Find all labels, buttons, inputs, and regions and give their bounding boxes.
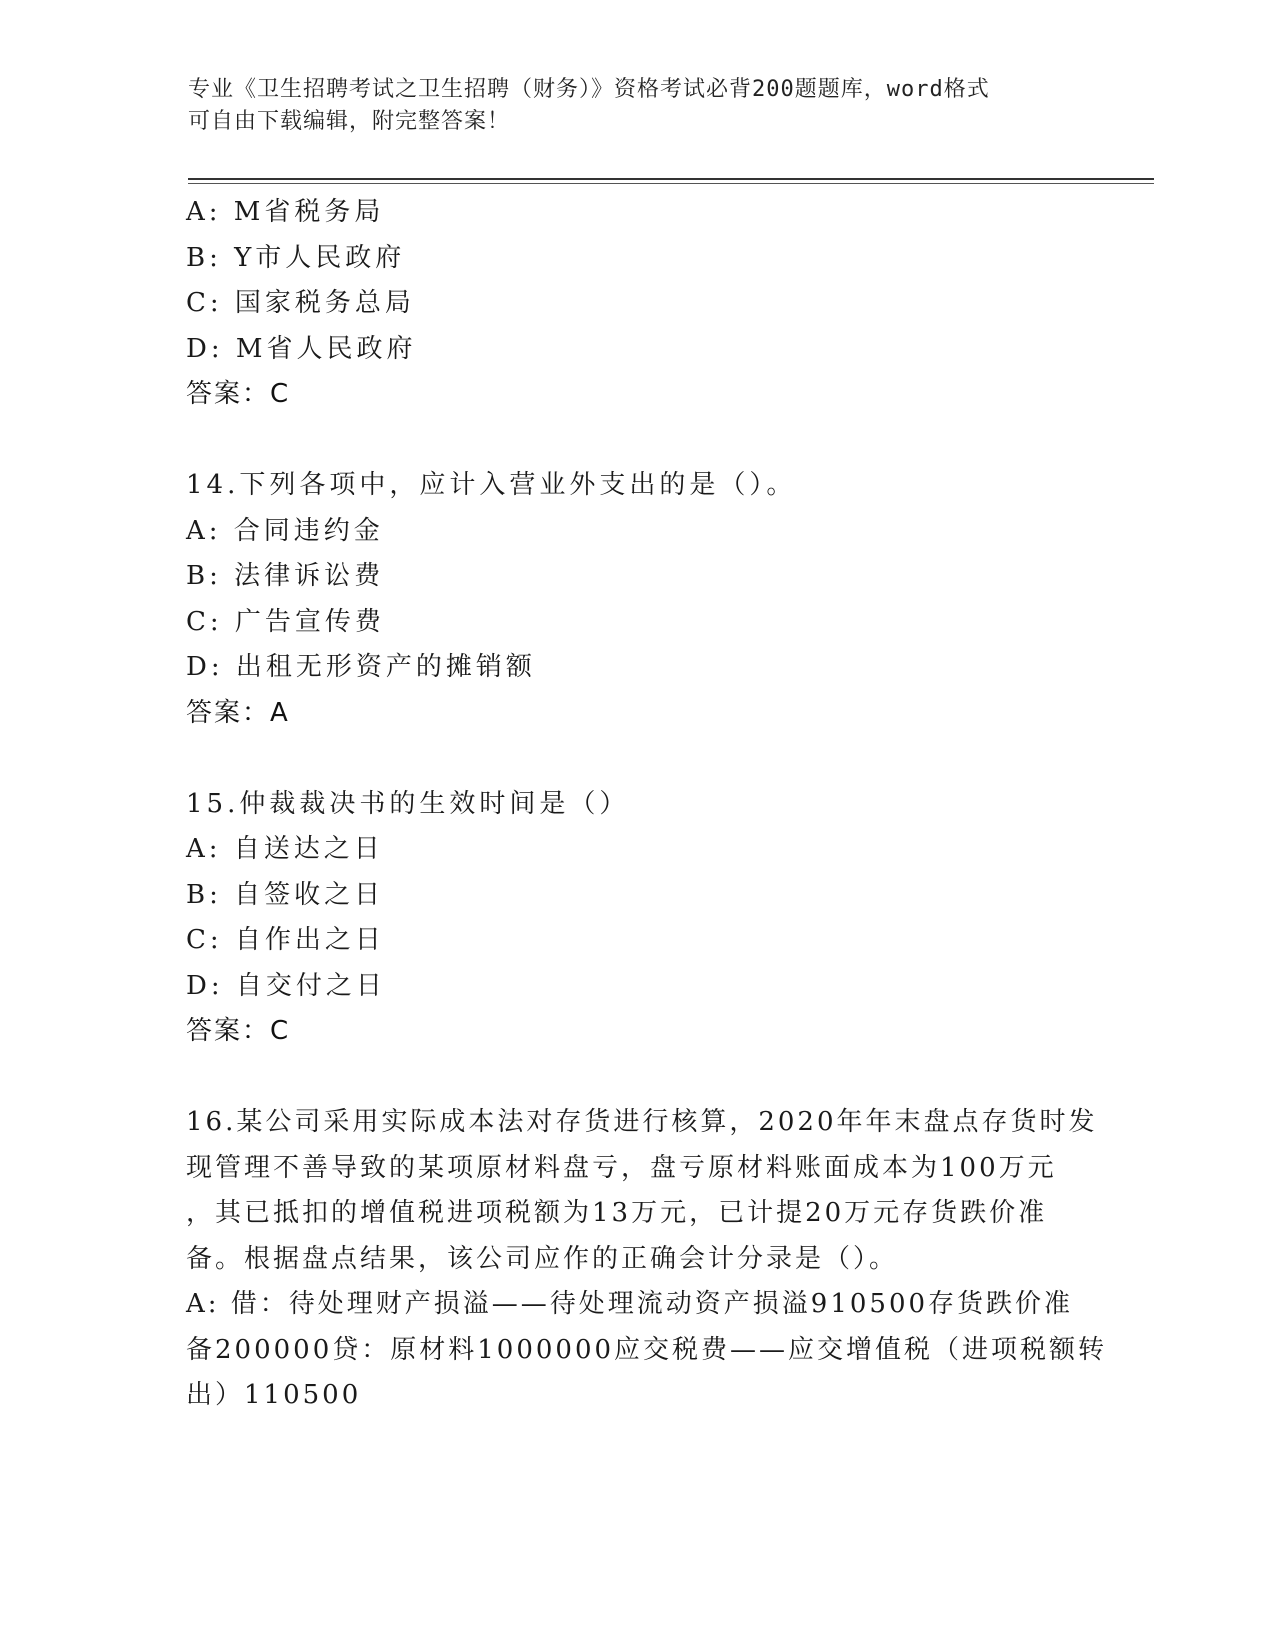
- option-a-line: 出）110500: [186, 1380, 362, 1410]
- option-b: B: Y市人民政府: [186, 242, 406, 273]
- option-a: A: 自送达之日: [186, 834, 384, 864]
- header-line-2: 可自由下载编辑，附完整答案！: [188, 109, 511, 134]
- option-d: D: 自交付之日: [186, 970, 386, 1001]
- question-text-line: ，其已抵扣的增值税进项税额为13万元，已计提20万元存货跌价准: [186, 1198, 1048, 1228]
- header-divider-thin: [188, 183, 1154, 184]
- question-text-line: 现管理不善导致的某项原材料盘亏，盘亏原材料账面成本为100万元: [186, 1152, 1057, 1183]
- option-a: A: 合同违约金: [186, 515, 384, 546]
- question-text-line: 16.某公司采用实际成本法对存货进行核算，2020年年末盘点存货时发: [186, 1107, 1098, 1137]
- header-line-1: 专业《卫生招聘考试之卫生招聘（财务）》资格考试必背200题题库，word格式: [188, 77, 990, 102]
- option-d: D: M省人民政府: [186, 333, 417, 364]
- option-a-line: A: 借：待处理财产损溢——待处理流动资产损溢910500存货跌价准: [186, 1289, 1074, 1319]
- option-c: C: 广告宣传费: [186, 606, 385, 637]
- question-list: [186, 190, 1108, 1419]
- spacer: [186, 418, 1086, 464]
- question-14: [186, 463, 1086, 736]
- option-c: C: 国家税务总局: [186, 288, 415, 318]
- question-15: [186, 782, 1086, 1055]
- question-13: [186, 190, 1086, 418]
- question-text: 14.下列各项中，应计入营业外支出的是（）。: [186, 470, 797, 500]
- option-b: B: 法律诉讼费: [186, 561, 385, 591]
- option-a-line: 备200000贷：原材料1000000应交税费——应交增值税（进项税额转: [186, 1334, 1108, 1365]
- answer-label: 答案：C: [186, 379, 291, 409]
- answer-label: 答案：C: [186, 1016, 291, 1046]
- option-a: A: M省税务局: [186, 197, 385, 227]
- spacer: [186, 1055, 1086, 1101]
- option-a: [186, 1282, 1108, 1419]
- option-d: D: 出租无形资产的摊销额: [186, 652, 536, 682]
- header-divider-thick: [188, 178, 1154, 180]
- document-header: [188, 74, 1068, 138]
- question-text-line: 备。根据盘点结果，该公司应作的正确会计分录是（）。: [186, 1243, 899, 1274]
- question-text: [186, 1100, 1098, 1282]
- spacer: [186, 736, 1086, 782]
- question-text: 15.仲裁裁决书的生效时间是（）: [186, 788, 630, 819]
- question-16: [186, 1100, 1108, 1419]
- answer-label: 答案：A: [186, 697, 290, 728]
- option-b: B: 自签收之日: [186, 879, 385, 910]
- option-c: C: 自作出之日: [186, 925, 385, 955]
